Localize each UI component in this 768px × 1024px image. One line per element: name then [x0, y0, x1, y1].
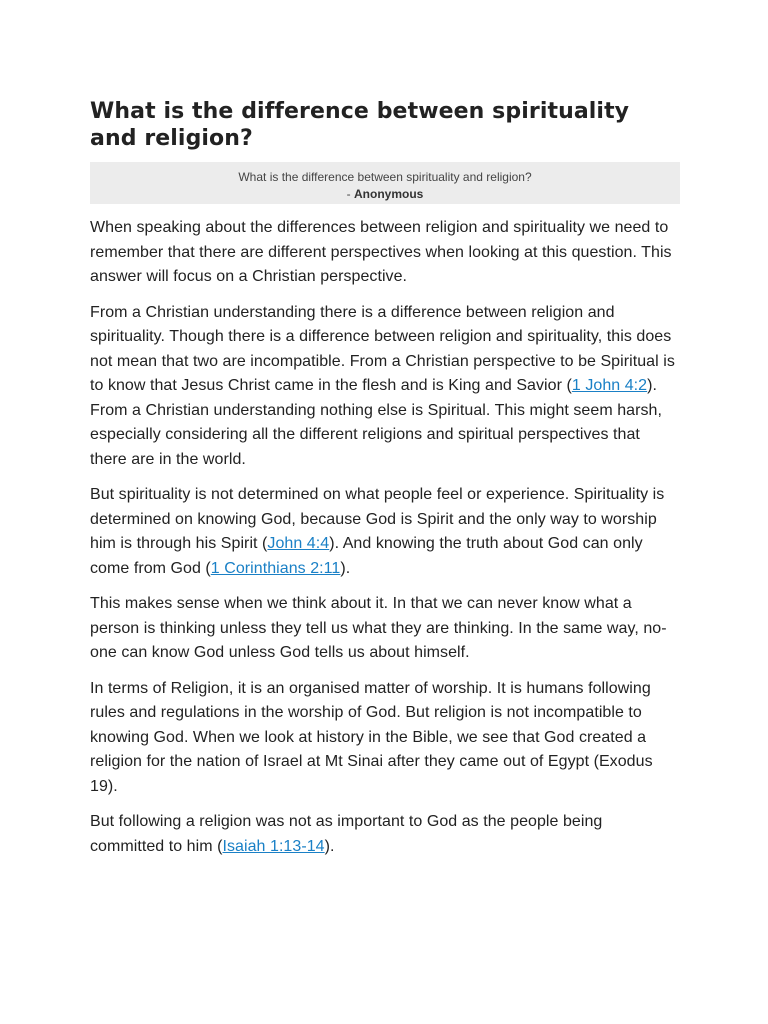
author-name: Anonymous — [354, 187, 424, 201]
paragraph-text: ). — [340, 559, 351, 577]
article-body — [90, 216, 680, 859]
article-title: What is the difference between spirituality and religion? — [90, 99, 630, 151]
paragraph-2 — [90, 301, 680, 473]
paragraph-text: But spirituality is not determined on what people feel or experience. Spirituality is determined on knowing God, because God is Spirit and the only way to worship him is through his Spirit ( — [90, 486, 665, 552]
scripture-link-1-john-4-2[interactable]: 1 John 4:2 — [571, 377, 648, 394]
scripture-link-isaiah-1-13-14[interactable]: Isaiah 1:13-14 — [222, 837, 325, 855]
scripture-link-john-4-4[interactable]: John 4:4 — [267, 535, 330, 552]
paragraph-1 — [90, 216, 680, 290]
paragraph-text: ). And knowing the truth about God can only come from God ( — [90, 535, 643, 577]
question-text: What is the difference between spirituality and religion? — [238, 170, 532, 184]
scripture-link-1-corinthians-2-11[interactable]: 1 Corinthians 2:11 — [210, 559, 341, 577]
question-box — [90, 162, 680, 204]
paragraph-text: ). — [324, 837, 335, 855]
paragraph-4 — [90, 592, 680, 666]
paragraph-text: This makes sense when we think about it. In that we can never know what a person is thinking unless they tell us what they are thinking. In the same way, no-one can know God unless God tells us about himself. — [90, 595, 667, 661]
paragraph-3 — [90, 483, 680, 581]
paragraph-text: When speaking about the differences between religion and spirituality we need to remember that there are different perspectives when looking at this question. This answer will focus on a Christian perspective. — [90, 219, 672, 285]
paragraph-text: From a Christian understanding there is a difference between religion and spirituality. Though there is a difference between religion and spirituality, this does not mean that two are incompatible. From a Christian perspective to be Spiritual is to know that Jesus Christ came in the flesh and is King and Savior ( — [90, 303, 675, 394]
author-prefix: - — [346, 187, 354, 201]
paragraph-6 — [90, 810, 680, 859]
paragraph-text: ). From a Christian understanding nothing else is Spiritual. This might seem harsh, especially considering all the different religions and spiritual perspectives that there are in the world. — [90, 377, 662, 468]
paragraph-text: In terms of Religion, it is an organised matter of worship. It is humans following rules and regulations in the worship of God. But religion is not incompatible to knowing God. When we look at history in the Bible, we see that God created a religion for the nation of Israel at Mt Sinai after they came out of Egypt (Exodus 19). — [90, 679, 653, 795]
paragraph-5 — [90, 677, 680, 800]
paragraph-text: But following a religion was not as important to God as the people being committed to him ( — [90, 813, 603, 855]
question-author — [90, 186, 680, 203]
